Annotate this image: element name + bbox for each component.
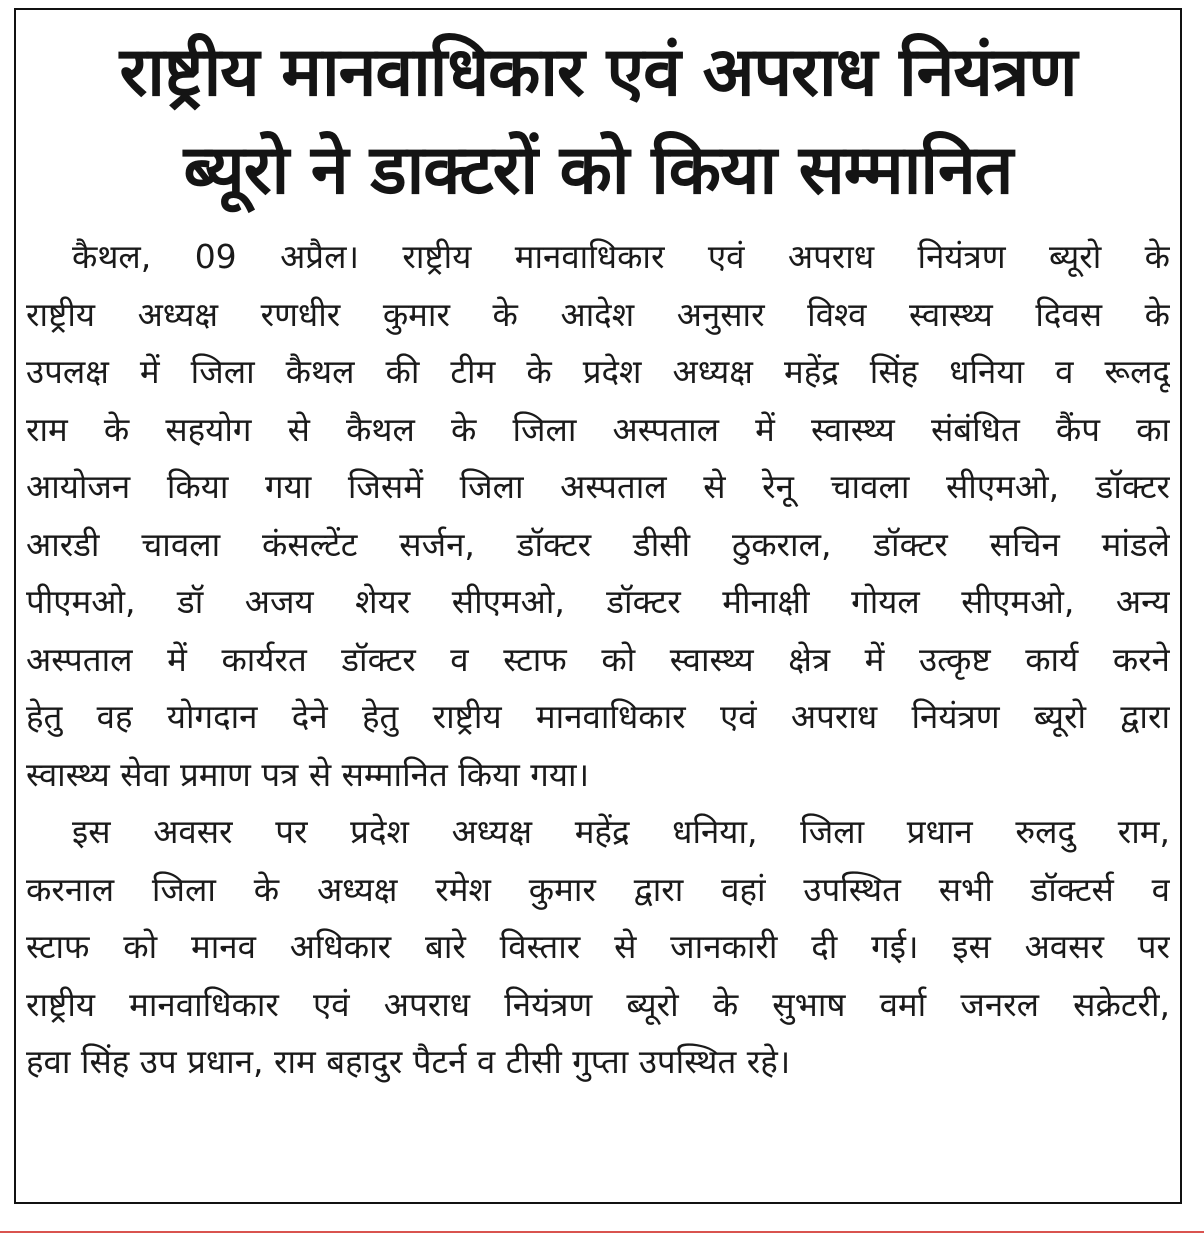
body-line: इस अवसर पर प्रदेश अध्यक्ष महेंद्र धनिया, जिला प्रधान रुलदु राम, bbox=[72, 812, 1170, 851]
body-line: स्टाफ को मानव अधिकार बारे विस्तार से जानकारी दी गई। इस अवसर पर bbox=[26, 927, 1170, 966]
body-line: पीएमओ, डॉ अजय शेयर सीएमओ, डॉक्टर मीनाक्षी गोयल सीएमओ, अन्य bbox=[26, 582, 1170, 621]
headline-line-1: राष्ट्रीय मानवाधिकार एवं अपराध नियंत्रण bbox=[119, 33, 1077, 112]
headline-line-2: ब्यूरो ने डाक्टरों को किया सम्मानित bbox=[183, 131, 1013, 210]
news-clipping bbox=[14, 8, 1182, 1204]
body-line: स्वास्थ्य सेवा प्रमाण पत्र से सम्मानित किया गया। bbox=[26, 754, 590, 794]
bottom-divider bbox=[0, 1231, 1204, 1233]
body-line: राष्ट्रीय अध्यक्ष रणधीर कुमार के आदेश अनुसार विश्व स्वास्थ्य दिवस के bbox=[26, 294, 1170, 334]
paragraph-1 bbox=[26, 228, 1170, 803]
body-line: हेतु वह योगदान देने हेतु राष्ट्रीय मानवाधिकार एवं अपराध नियंत्रण ब्यूरो द्वारा bbox=[26, 697, 1170, 736]
body-line: अस्पताल में कार्यरत डॉक्टर व स्टाफ को स्वास्थ्य क्षेत्र में उत्कृष्ट कार्य करने bbox=[26, 639, 1170, 679]
body-line: हवा सिंह उप प्रधान, राम बहादुर पैटर्न व टीसी गुप्ता उपस्थित रहे। bbox=[26, 1042, 791, 1081]
body-line: राष्ट्रीय मानवाधिकार एवं अपराध नियंत्रण ब्यूरो के सुभाष वर्मा जनरल सक्रेटरी, bbox=[26, 984, 1170, 1024]
paragraph-2 bbox=[26, 803, 1170, 1091]
body-line: आरडी चावला कंसल्टेंट सर्जन, डॉक्टर डीसी ठुकराल, डॉक्टर सचिन मांडले bbox=[26, 524, 1170, 564]
headline bbox=[16, 24, 1180, 220]
body-line: आयोजन किया गया जिसमें जिला अस्पताल से रेनू चावला सीएमओ, डॉक्टर bbox=[26, 467, 1170, 506]
body-line: कैथल, 09 अप्रैल। राष्ट्रीय मानवाधिकार एवं अपराध नियंत्रण ब्यूरो के bbox=[72, 237, 1170, 276]
article-body bbox=[16, 228, 1180, 1091]
body-line: करनाल जिला के अध्यक्ष रमेश कुमार द्वारा वहां उपस्थित सभी डॉक्टर्स व bbox=[26, 869, 1170, 909]
body-line: राम के सहयोग से कैथल के जिला अस्पताल में स्वास्थ्य संबंधित कैंप का bbox=[26, 409, 1170, 449]
body-line: उपलक्ष में जिला कैथल की टीम के प्रदेश अध्यक्ष महेंद्र सिंह धनिया व रूलदू bbox=[26, 352, 1170, 391]
